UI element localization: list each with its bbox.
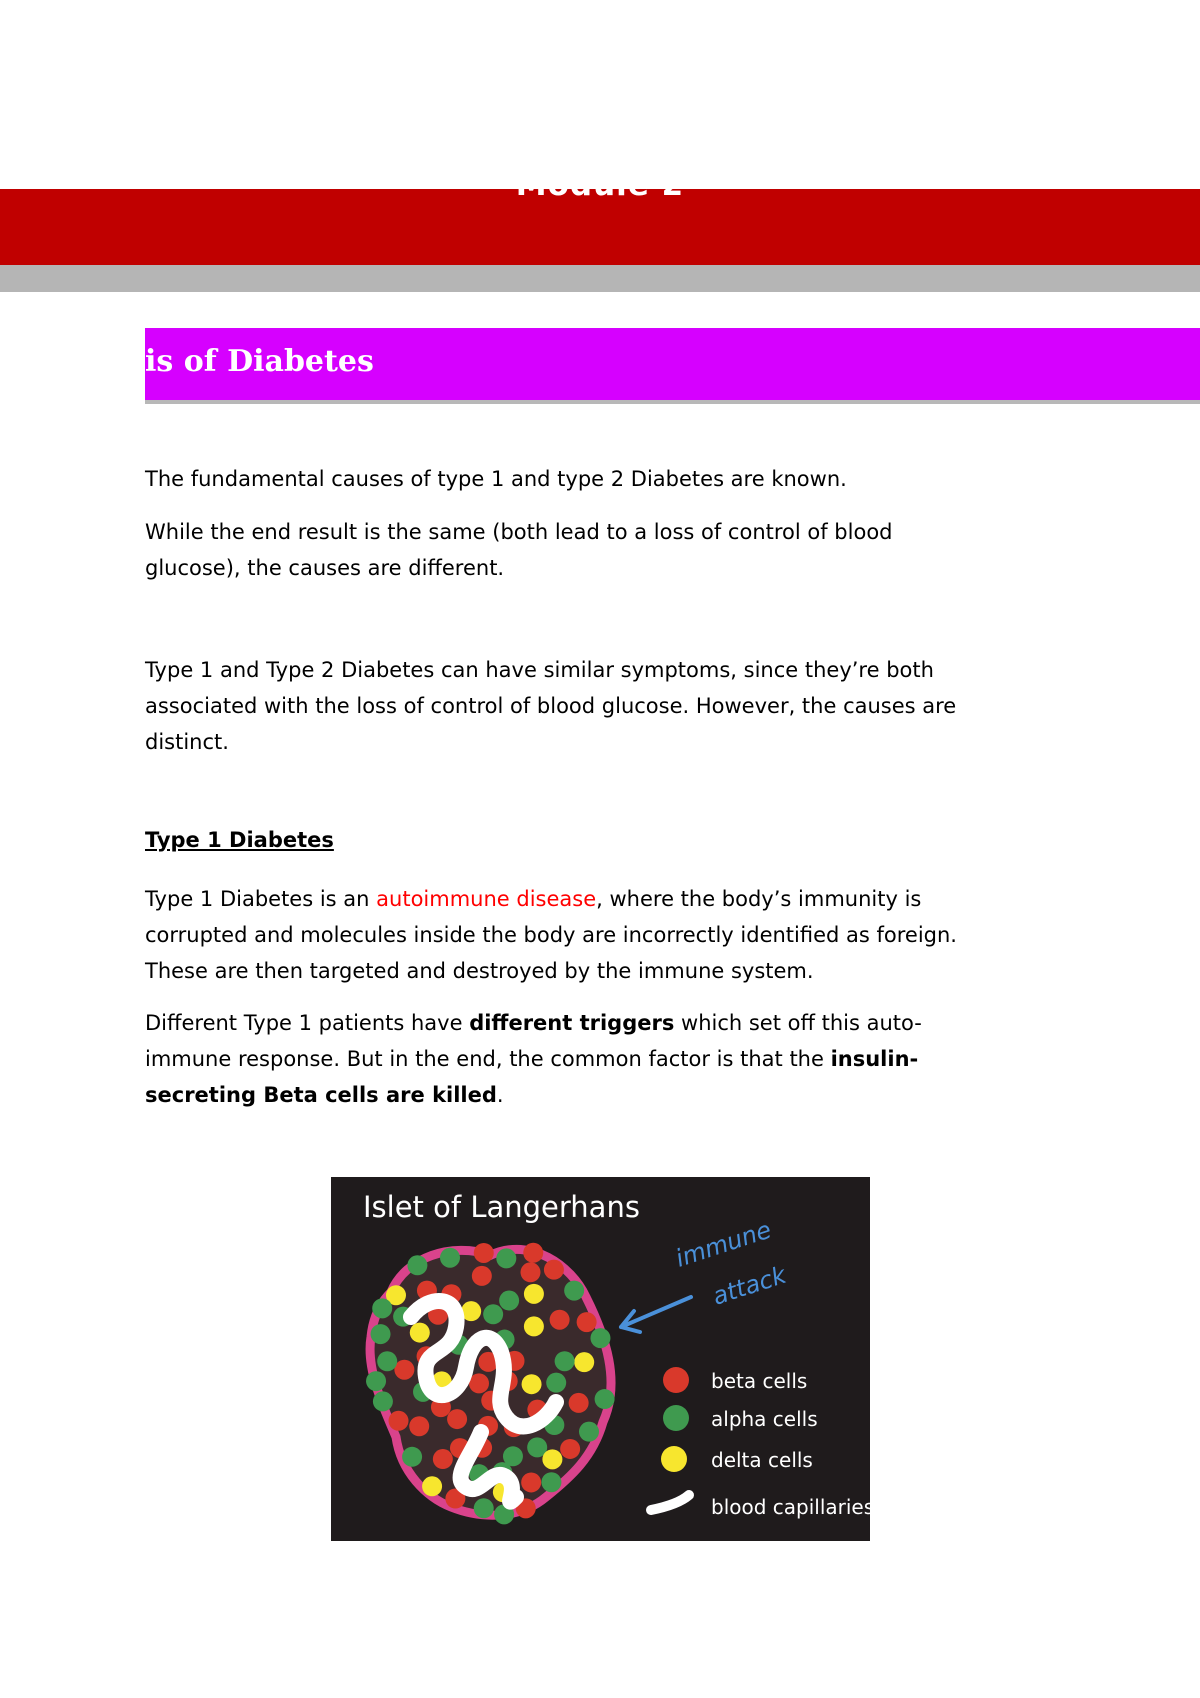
islet-cell: [366, 1371, 386, 1391]
islet-cell: [422, 1476, 442, 1496]
islet-figure: [331, 1177, 875, 1541]
figure-title: Islet of Langerhans: [363, 1190, 640, 1224]
islet-cell: [555, 1351, 575, 1371]
islet-diagram: [331, 1177, 875, 1541]
islet-cell: [483, 1304, 503, 1324]
paragraph-triggers: [145, 1005, 1045, 1113]
islet-cell: [474, 1243, 494, 1263]
paragraph-symptoms: [145, 652, 1045, 760]
paragraph-text-line: Type 1 and Type 2 Diabetes can have similar symptoms, since they’re both: [145, 658, 934, 682]
islet-cell: [372, 1298, 392, 1318]
islet-cell: [377, 1351, 397, 1371]
islet-cell: [394, 1360, 414, 1380]
islet-cell: [520, 1262, 540, 1282]
figure-legend: [651, 1367, 874, 1519]
islet-cell: [524, 1284, 544, 1304]
islet-cell: [496, 1248, 516, 1268]
header-divider: [0, 265, 1200, 292]
paragraph-text-segment: Different Type 1 patients have: [145, 1011, 470, 1035]
islet-cell: [440, 1248, 460, 1268]
islet-cell: [560, 1439, 580, 1459]
paragraph-autoimmune: [145, 881, 1045, 989]
islet-cell: [371, 1324, 391, 1344]
islet-cell: [402, 1447, 422, 1467]
paragraph-text-line: glucose), the causes are different.: [145, 556, 505, 580]
legend-beta-swatch: [663, 1367, 689, 1393]
paragraph-text-line: corrupted and molecules inside the body are incorrectly identified as foreign.: [145, 923, 957, 947]
islet-cell: [574, 1352, 594, 1372]
paragraph-text-line: associated with the loss of control of blood glucose. However, the causes are: [145, 694, 957, 718]
islet-cell: [569, 1393, 589, 1413]
paragraph-text-segment: which set off this auto-: [674, 1011, 922, 1035]
islet-cell: [410, 1323, 430, 1343]
islet-cell: [595, 1389, 615, 1409]
islet-cell: [474, 1498, 494, 1518]
header-band: [0, 167, 1200, 265]
islet-cell: [499, 1291, 519, 1311]
annotation-immune: immune: [672, 1215, 775, 1273]
paragraph-intro: [145, 461, 1045, 497]
paragraph-text-line: While the end result is the same (both lead to a loss of control of blood: [145, 520, 893, 544]
legend-alpha-label: alpha cells: [711, 1407, 818, 1431]
islet-cell: [373, 1391, 393, 1411]
section-header-bar: [145, 328, 1200, 404]
legend-delta-label: delta cells: [711, 1448, 813, 1472]
islet-cell: [522, 1374, 542, 1394]
islet-cell: [407, 1255, 427, 1275]
islet-cell: [469, 1373, 489, 1393]
legend-capillary-label: blood capillaries: [711, 1495, 875, 1519]
paragraph-text-segment: .: [496, 1083, 504, 1107]
islet-cell: [472, 1266, 492, 1286]
islet-cell: [544, 1260, 564, 1280]
annotation-attack: attack: [709, 1260, 790, 1311]
islet-cell: [503, 1446, 523, 1466]
legend-delta-swatch: [661, 1446, 687, 1472]
section-title: is of Diabetes: [145, 344, 374, 379]
legend-beta-label: beta cells: [711, 1369, 808, 1393]
bold-text: secreting Beta cells are killed: [145, 1083, 497, 1107]
islet-cell: [433, 1449, 453, 1469]
islet-cell: [542, 1449, 562, 1469]
islet-cell: [523, 1243, 543, 1263]
legend-capillary-swatch: [651, 1495, 689, 1510]
islet-cell: [524, 1316, 544, 1336]
paragraph-text-segment: immune response. But in the end, the common factor is that the: [145, 1047, 831, 1071]
islet-cell: [521, 1472, 541, 1492]
arrow-icon: [621, 1297, 691, 1332]
islet-cell: [579, 1422, 599, 1442]
bold-text: insulin-: [830, 1047, 919, 1071]
paragraph-text-segment: Type 1 Diabetes is an: [145, 887, 377, 911]
paragraph-end-result: [145, 514, 1045, 586]
paragraph-text-segment: , where the body’s immunity is: [596, 887, 922, 911]
islet-cell: [590, 1328, 610, 1348]
paragraph-text-line: distinct.: [145, 730, 229, 754]
islet-cell: [577, 1312, 597, 1332]
legend-alpha-swatch: [663, 1405, 689, 1431]
islet-cell: [409, 1416, 429, 1436]
islet-cell: [389, 1411, 409, 1431]
autoimmune-highlight: autoimmune disease: [376, 887, 597, 911]
paragraph-intro-text: The fundamental causes of type 1 and type 2 Diabetes are known.: [145, 467, 847, 491]
islet-cell: [447, 1409, 467, 1429]
type1-heading: Type 1 Diabetes: [145, 828, 334, 852]
islet-cell: [541, 1472, 561, 1492]
module-title: Module 2: [515, 167, 685, 203]
islet-cell: [550, 1310, 570, 1330]
islet-cell: [564, 1281, 584, 1301]
islet-cell: [546, 1373, 566, 1393]
bold-text: different triggers: [469, 1011, 675, 1035]
paragraph-text-line: These are then targeted and destroyed by the immune system.: [145, 959, 814, 983]
